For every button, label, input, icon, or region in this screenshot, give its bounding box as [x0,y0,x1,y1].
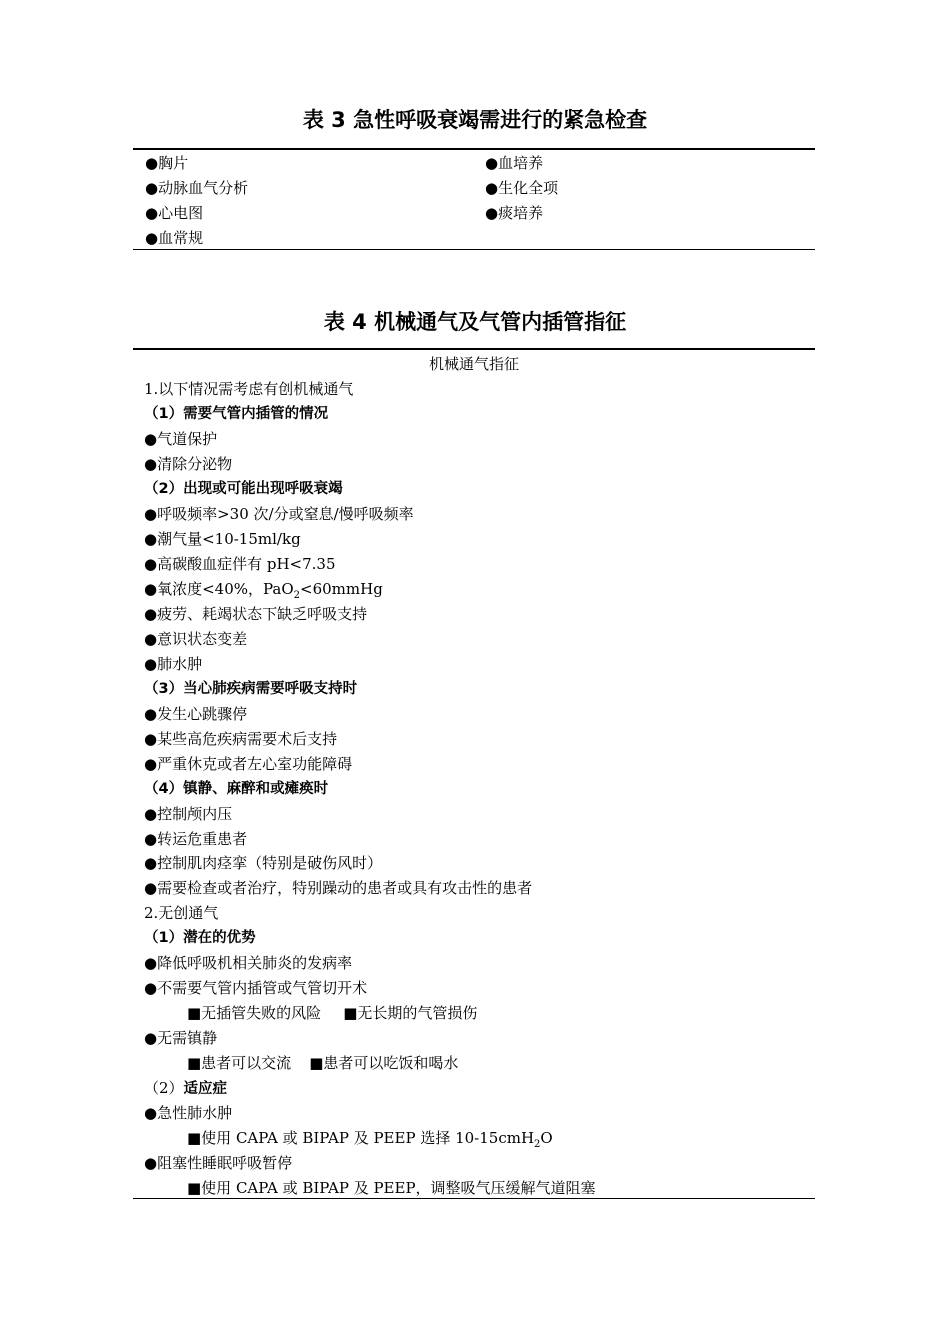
sub-list-item-text: ■无长期的气管损伤 [343,1004,478,1022]
sub-list-item-text: ■患者可以交流 [187,1054,292,1072]
table3-item: ●生化全项 [485,179,559,197]
subsection-number: （2） [144,1079,184,1097]
subscript: 2 [293,590,301,601]
list-item: ●潮气量<10-15ml/kg [144,530,301,548]
list-item: ●发生心跳骤停 [144,705,248,723]
table3-item: ●血常规 [145,229,204,247]
section-heading: 2.无创通气 [144,904,219,922]
list-item: ●阻塞性睡眠呼吸暂停 [144,1154,293,1172]
list-item: ●意识状态变差 [144,630,248,648]
sub-list-item [187,1053,458,1073]
subsection-title: 适应症 [183,1081,228,1097]
sub-list-item [187,1003,477,1023]
list-item: ●急性肺水肿 [144,1104,233,1122]
table4-header: 机械通气指征 [428,355,519,373]
table3-top-rule [133,148,815,150]
list-item: ●气道保护 [144,430,218,448]
table3-title: 表 3 急性呼吸衰竭需进行的紧急检查 [302,108,648,132]
subsection-heading: （4）镇静、麻醉和或瘫痪时 [144,781,329,797]
subsection-heading: （3）当心肺疾病需要呼吸支持时 [144,681,358,697]
list-item: ●无需镇静 [144,1029,218,1047]
list-item: ●某些高危疾病需要术后支持 [144,730,338,748]
sub-list-item-text: ■患者可以吃饭和喝水 [309,1054,459,1072]
list-item: ●清除分泌物 [144,455,233,473]
list-item: ●高碳酸血症伴有 pH<7.35 [144,555,336,573]
subscript: 2 [534,1139,541,1150]
table3-item: ●血培养 [485,154,544,172]
section-heading: 1.以下情况需考虑有创机械通气 [144,380,354,398]
list-item: ●控制颅内压 [144,805,233,823]
list-item: ●严重休克或者左心室功能障碍 [144,755,353,773]
list-item: ●降低呼吸机相关肺炎的发病率 [144,954,353,972]
list-item: ●呼吸频率>30 次/分或窒息/慢呼吸频率 [144,505,414,523]
subsection-heading [144,1078,227,1099]
sub-list-item [187,1128,553,1148]
list-item: ●需要检查或者治疗，特别躁动的患者或具有攻击性的患者 [144,879,533,897]
sub-list-item-text: ■使用 CAPA 或 BIPAP 及 PEEP 选择 10-15cmH [187,1129,535,1147]
table3-item: ●胸片 [145,154,189,172]
sub-list-item-text: O [540,1129,553,1147]
list-item-text: ●氧浓度<40%，PaO [144,580,294,598]
list-item: ●控制肌肉痉挛（特别是破伤风时） [144,854,383,872]
sub-list-item-text: ■无插管失败的风险 [187,1004,322,1022]
table4-bottom-rule [133,1198,815,1199]
subsection-heading: （1）潜在的优势 [144,930,256,946]
list-item: ●肺水肿 [144,655,203,673]
list-item: ●转运危重患者 [144,830,248,848]
subsection-heading: （1）需要气管内插管的情况 [144,406,329,422]
subsection-heading: （2）出现或可能出现呼吸衰竭 [144,481,343,497]
list-item: ●疲劳、耗竭状态下缺乏呼吸支持 [144,605,368,623]
table3-item: ●动脉血气分析 [145,179,249,197]
list-item [144,579,383,599]
table3-item: ●心电图 [145,204,204,222]
list-item-text: <60mmHg [300,580,383,598]
sub-list-item: ■使用 CAPA 或 BIPAP 及 PEEP，调整吸气压缓解气道阻塞 [187,1179,596,1197]
table3-bottom-rule [133,249,815,250]
table3-item: ●痰培养 [485,204,544,222]
table4-top-rule [133,348,815,350]
table4-title: 表 4 机械通气及气管内插管指征 [323,310,627,334]
list-item: ●不需要气管内插管或气管切开术 [144,979,368,997]
